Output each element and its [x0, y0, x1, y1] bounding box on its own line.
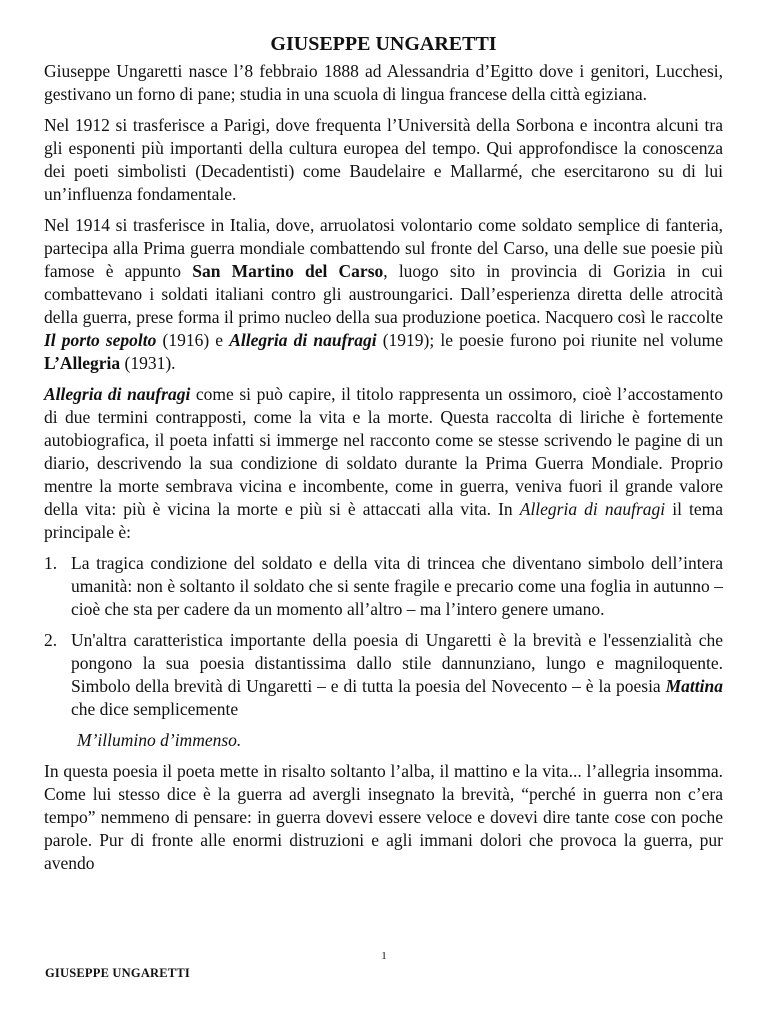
text-run: (1919); le poesie furono poi riunite nel volume	[376, 330, 723, 350]
paragraph-allegria	[44, 383, 723, 544]
collection-title-allegria-naufragi: Allegria di naufragi	[229, 330, 377, 350]
paragraph-mattina: In questa poesia il poeta mette in risalto soltanto l’alba, il mattino e la vita... l’allegria insomma. Come lui stesso dice è la guerra ad avergli insegnato la brevità, “perché in guerra non c’era tempo” nemmeno di pensare: in guerra dovevi essere veloce e dovevi dire tante cose con poche parole. Pur di fronte alle enormi distruzioni e agli immani dolori che provoca la guerra, pur avendo	[44, 761, 723, 873]
poem-title-san-martino: San Martino del Carso	[192, 261, 384, 281]
text-run: Un'altra caratteristica importante della poesia di Ungaretti è la brevità e l'essenzialità che pongono la sua poesia distantissima dallo stile dannunziano, lungo e magniloquente. Simbolo della brevità di Ungaretti – e di tutta la poesia del Novecento – è la poesia	[71, 630, 723, 696]
list-item-number: 2.	[44, 630, 58, 650]
page-footer: GIUSEPPE UNGARETTI	[45, 966, 190, 980]
paragraph-war	[44, 214, 723, 375]
text-run: come si può capire, il titolo rappresenta un ossimoro, cioè l’accostamento di due termini contrapposti, come la vita e la morte. Questa raccolta di liriche è fortemente autobiografica, il poeta infatti si immerge nel racconto come se stesse scrivendo le pagine di un diario, descrivendo la sua condizione di soldato durante la Prima Guerra Mondiale. Proprio mentre la morte sembrava vicina e incombente, come in guerra, veniva fuori il grande valore della vita: più è vicina la morte e più si è attaccati alla vita. In	[44, 384, 723, 519]
text-run: Nel 1914 si trasferisce in Italia, dove, arruolatosi volontario come soldato semplice di fanteria, partecipa alla Prima guerra mondiale combattendo sul fronte del Carso, una delle sue poesie più famose è appunto	[44, 215, 723, 281]
themes-list	[44, 552, 723, 721]
poem-verse: M’illumino d’immenso.	[77, 730, 242, 750]
collection-title-ref: Allegria di naufragi	[519, 499, 666, 519]
text-run: il tema principale è:	[44, 499, 724, 542]
poem-title-mattina: Mattina	[665, 676, 723, 696]
text-run: (1916) e	[156, 330, 230, 350]
collection-title-lead: Allegria di naufragi	[44, 384, 191, 404]
list-item-number: 1.	[44, 553, 58, 573]
list-item-text	[71, 630, 723, 719]
text-run: , luogo sito in provincia di Gorizia in cui combattevano i soldati italiani contro gli austroungarici. Dall’esperienza diretta delle atrocità della guerra, prese forma il primo nucleo della sua produzione poetica. Nacquero così le raccolte	[44, 261, 723, 327]
paragraph-paris: Nel 1912 si trasferisce a Parigi, dove frequenta l’Università della Sorbona e incontra alcuni tra gli esponenti più importanti della cultura europea del tempo. Qui approfondisce la conoscenza dei poeti simbolisti (Decadentisti) come Baudelaire e Mallarmé, che esercitarono su di lui un’influenza fondamentale.	[44, 115, 723, 204]
paragraph-birth: Giuseppe Ungaretti nasce l’8 febbraio 1888 ad Alessandria d’Egitto dove i genitori, Lucchesi, gestivano un forno di pane; studia in una scuola di lingua francese della città egiziana.	[44, 61, 723, 104]
text-run: (1931).	[120, 353, 176, 373]
list-item-text: La tragica condizione del soldato e della vita di trincea che diventano simbolo dell’intera umanità: non è soltanto il soldato che si sente fragile e precario come una foglia in autunno – cioè che sta per cadere da un momento all’altro – ma l’intero genere umano.	[71, 553, 723, 619]
page-number: 1	[381, 950, 387, 962]
collection-title-porto-sepolto: Il porto sepolto	[44, 330, 157, 350]
list-item	[44, 629, 723, 721]
text-run: che dice semplicemente	[71, 699, 239, 719]
document-title: GIUSEPPE UNGARETTI	[270, 33, 497, 55]
document-page	[44, 30, 723, 883]
volume-title-allegria: L’Allegria	[44, 353, 121, 373]
list-item	[44, 552, 723, 621]
